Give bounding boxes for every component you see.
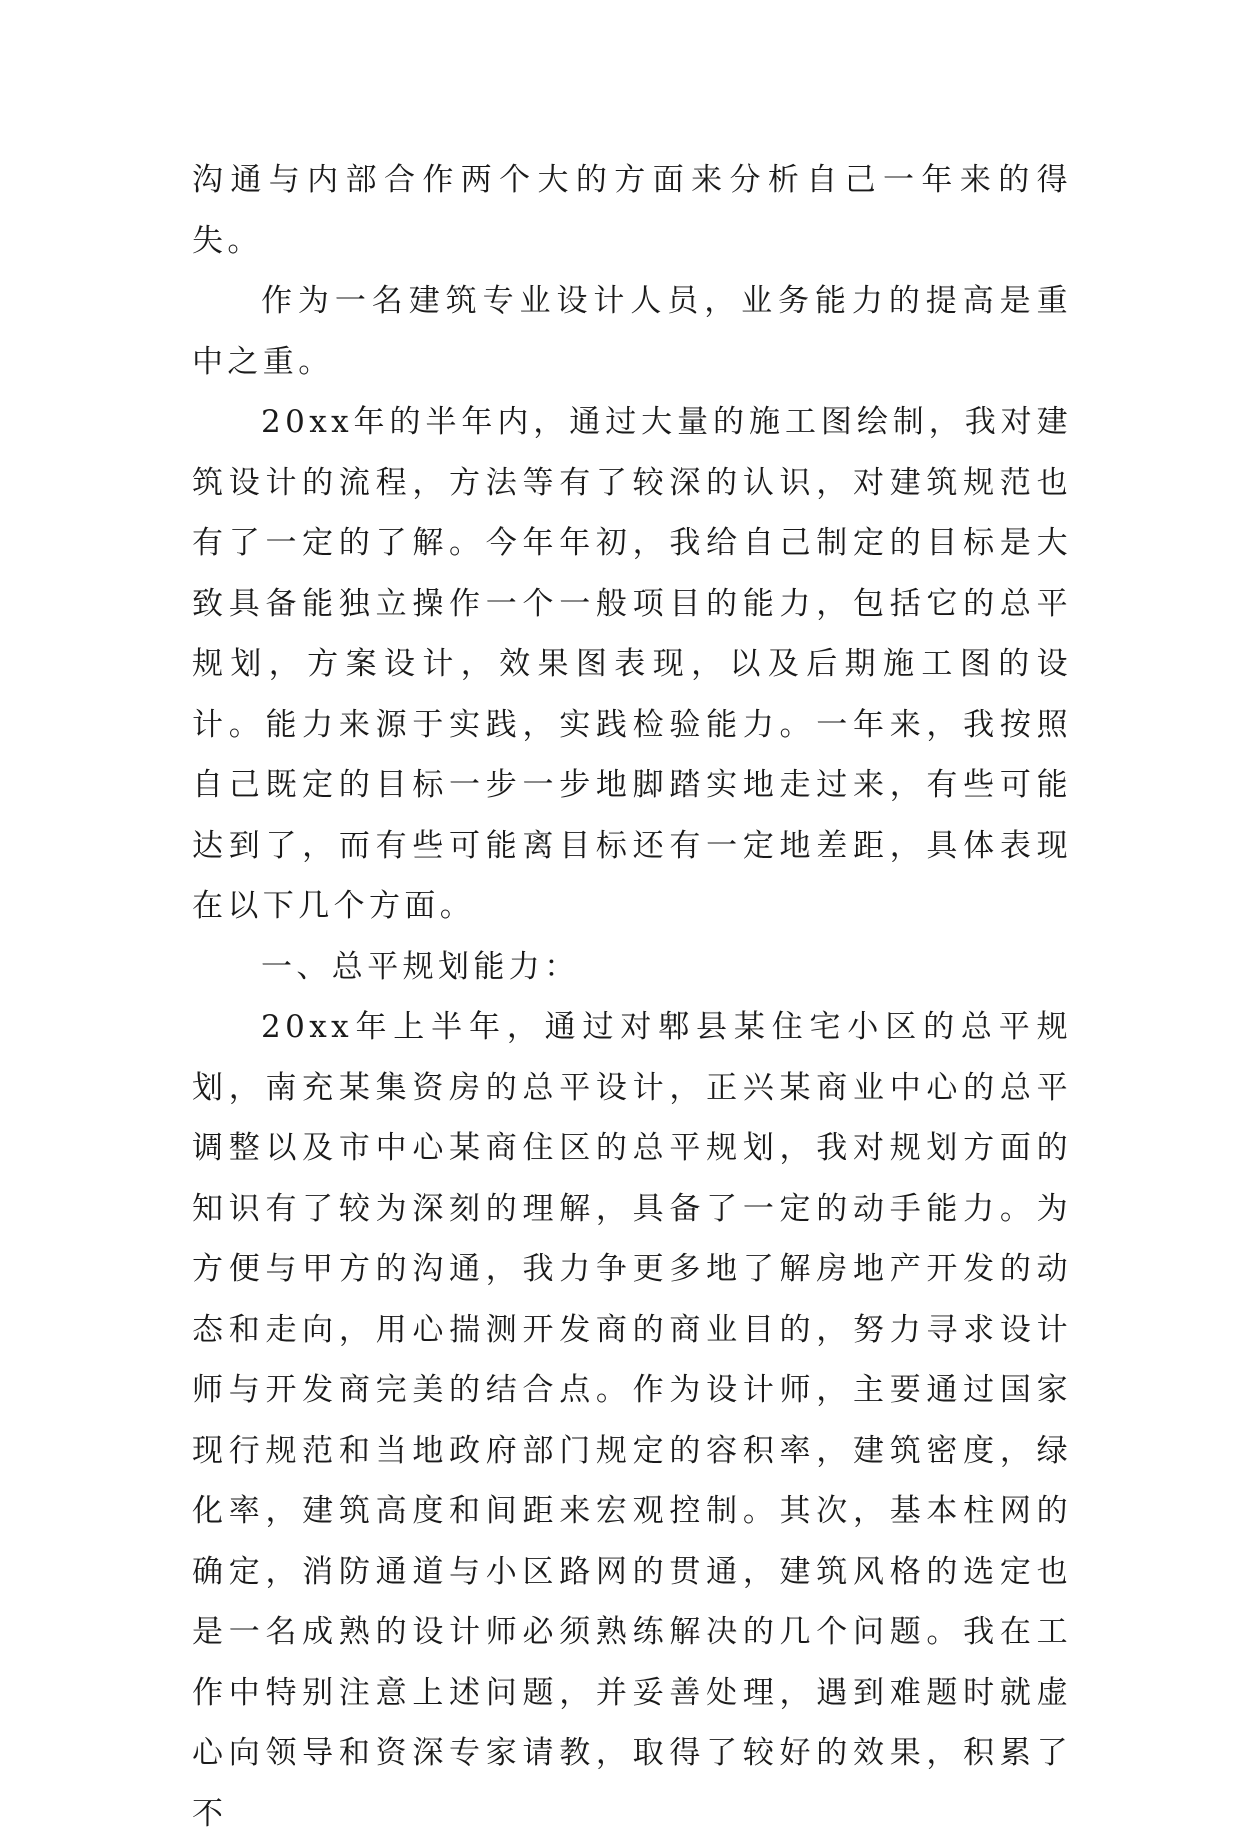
- paragraph-master-planning: 20xx年上半年，通过对郫县某住宅小区的总平规划，南充某集资房的总平设计，正兴某商业中心的总平调整以及市中心某商住区的总平规划，我对规划方面的知识有了较为深刻的理解，具备了一定的动手能力。为方便与甲方的沟通，我力争更多地了解房地产开发的动态和走向，用心揣测开发商的商业目的，努力寻求设计师与开发商完美的结合点。作为设计师，主要通过国家现行规范和当地政府部门规定的容积率，建筑密度，绿化率，建筑高度和间距来宏观控制。其次，基本柱网的确定，消防通道与小区路网的贯通，建筑风格的选定也是一名成熟的设计师必须熟练解决的几个问题。我在工作中特别注意上述问题，并妥善处理，遇到难题时就虚心向领导和资深专家请教，取得了较好的效果，积累了不: [192, 1009, 1072, 1832]
- section-heading-master-planning: 一、总平规划能力：: [261, 948, 580, 985]
- paragraph-half-year-review: 20xx年的半年内，通过大量的施工图绘制，我对建筑设计的流程，方法等有了较深的认识，对建筑规范也有了一定的了解。今年年初，我给自己制定的目标是大致具备能独立操作一个一般项目的能力，包括它的总平规划，方案设计，效果图表现，以及后期施工图的设计。能力来源于实践，实践检验能力。一年来，我按照自己既定的目标一步一步地脚踏实地走过来，有些可能达到了，而有些可能离目标还有一定地差距，具体表现在以下几个方面。: [192, 404, 1072, 924]
- document-body: [192, 150, 1072, 1844]
- paragraph-designer-role: 作为一名建筑专业设计人员，业务能力的提高是重中之重。: [192, 283, 1072, 380]
- paragraph-continued: 沟通与内部合作两个大的方面来分析自己一年来的得失。: [192, 162, 1072, 259]
